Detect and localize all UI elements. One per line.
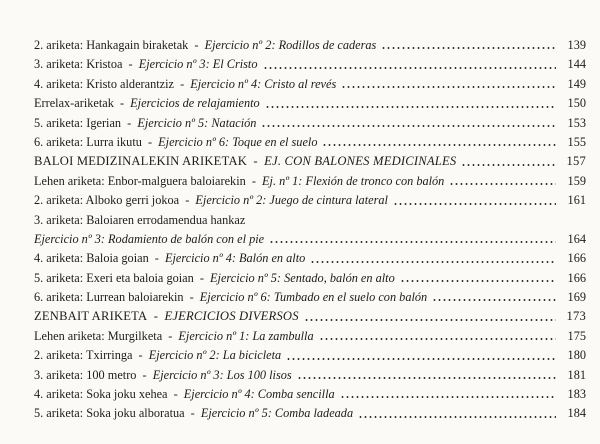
toc-section-heading [34, 152, 586, 171]
title-separator: - [187, 406, 198, 421]
dot-leader [261, 124, 556, 128]
dot-leader [432, 298, 556, 302]
spanish-title: Ejercicio nº 1: La zambulla [178, 328, 314, 343]
toc-entry [34, 133, 586, 152]
toc-entry-title [34, 191, 388, 210]
toc-entry-title [34, 114, 256, 133]
page-number: 155 [567, 134, 586, 149]
dot-leader [286, 357, 556, 361]
toc-entry [34, 172, 586, 191]
toc-entry [34, 94, 586, 113]
page-number: 149 [567, 76, 586, 91]
basque-title: 6. ariketa: Lurrean baloiarekin [34, 290, 184, 305]
dot-leader [400, 279, 556, 283]
toc-entry-title [34, 404, 353, 423]
title-separator: - [151, 251, 162, 266]
spanish-title: Ej. nº 1: Flexión de tronco con balón [262, 173, 445, 188]
toc-entry [34, 191, 586, 210]
title-separator: - [135, 348, 146, 363]
basque-title: Errelax-ariketak [34, 96, 114, 111]
toc-entry-title [34, 94, 260, 113]
spanish-title: EJ. CON BALONES MEDICINALES [264, 154, 457, 169]
title-separator: - [170, 387, 181, 402]
dot-leader [341, 85, 556, 89]
toc-entry [34, 288, 586, 307]
dot-leader [319, 337, 556, 341]
page-number: 159 [567, 173, 586, 188]
page-number: 144 [567, 57, 586, 72]
dot-leader [263, 66, 557, 70]
toc-entry [34, 230, 586, 249]
toc-entry-title [34, 172, 444, 191]
spanish-title: Ejercicio nº 6: Tumbado en el suelo con balón [199, 290, 428, 305]
basque-title: 4. ariketa: Soka joku xehea [34, 387, 168, 402]
toc-entry-title [34, 346, 281, 365]
toc-entry [34, 327, 586, 346]
dot-leader [322, 143, 556, 147]
title-separator: - [196, 270, 208, 285]
page-number: 139 [567, 38, 586, 52]
toc-entry [34, 36, 586, 55]
title-separator: - [177, 76, 188, 91]
page-number: 183 [567, 387, 586, 402]
dot-leader [461, 163, 556, 167]
basque-title: 3. ariketa: Kristoa [34, 57, 123, 72]
toc-entry-title [34, 288, 427, 307]
title-separator: - [116, 96, 128, 111]
spanish-title: Ejercicio nº 4: Cristo al revés [190, 76, 337, 91]
title-separator: - [165, 328, 176, 343]
basque-title: 6. ariketa: Lurra ikutu [34, 134, 142, 149]
toc-entry-title [34, 152, 456, 171]
toc-entry [34, 404, 586, 423]
page-number: 157 [566, 154, 586, 169]
spanish-title: Ejercicio nº 2: La bicicleta [148, 348, 282, 363]
spanish-title: Ejercicio nº 2: Juego de cintura lateral [195, 193, 388, 208]
toc-entry-title [34, 307, 299, 326]
title-separator: - [248, 173, 260, 188]
page-number: 150 [567, 96, 586, 111]
dot-leader [381, 46, 556, 50]
title-separator: - [191, 38, 202, 52]
page-number: 166 [567, 251, 586, 266]
page-number: 175 [567, 328, 586, 343]
page-number: 166 [567, 270, 586, 285]
dot-leader [310, 260, 556, 264]
toc-entry [34, 55, 586, 74]
dot-leader [393, 202, 556, 206]
toc-entry [34, 75, 586, 94]
spanish-title: Ejercicio nº 6: Toque en el suelo [158, 134, 318, 149]
title-separator: - [124, 115, 135, 130]
toc-entry [34, 211, 586, 230]
title-separator: - [125, 57, 136, 72]
dot-leader [340, 395, 556, 399]
title-separator: - [250, 154, 262, 169]
toc-entry [34, 346, 586, 365]
spanish-title: Ejercicio nº 3: El Cristo [138, 57, 258, 72]
basque-title: ZENBAIT ARIKETA [34, 309, 148, 324]
toc-entry [34, 385, 586, 404]
page-number: 181 [567, 367, 586, 382]
dot-leader [304, 318, 556, 322]
basque-title: 3. ariketa: Baloiaren errodamendua hankaz [34, 212, 246, 227]
basque-title: 5. ariketa: Soka joku alboratua [34, 406, 185, 421]
spanish-title: Ejercicios de relajamiento [130, 96, 260, 111]
dot-leader [297, 376, 556, 380]
spanish-title: Ejercicio nº 4: Balón en alto [164, 251, 306, 266]
dot-leader [449, 182, 556, 186]
toc-entry [34, 114, 586, 133]
basque-title: 4. ariketa: Kristo alderantziz [34, 76, 174, 91]
title-separator: - [186, 290, 197, 305]
toc-entry-title [34, 327, 314, 346]
basque-title: 2. ariketa: Txirringa [34, 348, 133, 363]
dot-leader [269, 240, 556, 244]
toc-entry [34, 269, 586, 288]
page-number: 153 [567, 115, 586, 130]
spanish-title: EJERCICIOS DIVERSOS [164, 309, 299, 324]
spanish-title: Ejercicio nº 5: Natación [137, 115, 257, 130]
dot-leader [358, 415, 556, 419]
spanish-title: Ejercicio nº 3: Rodamiento de balón con el pie [34, 231, 265, 246]
basque-title: Lehen ariketa: Enbor-malguera baloiarekin [34, 173, 246, 188]
toc-entry-title [34, 36, 376, 55]
page-number: 173 [566, 309, 586, 324]
toc-entry [34, 249, 586, 268]
toc-entry-title [34, 269, 395, 288]
title-separator: - [182, 193, 193, 208]
basque-title: 3. ariketa: 100 metro [34, 367, 137, 382]
basque-title: 5. ariketa: Igerian [34, 115, 122, 130]
toc-entry-title [34, 366, 292, 385]
spanish-title: Ejercicio nº 5: Comba ladeada [200, 406, 354, 421]
toc-section-heading [34, 307, 586, 326]
page-number: 164 [567, 231, 586, 246]
table-of-contents [34, 36, 586, 424]
page-number: 169 [567, 290, 586, 305]
title-separator: - [144, 134, 156, 149]
toc-entry-title [34, 75, 336, 94]
spanish-title: Ejercicio nº 2: Rodillos de caderas [204, 38, 377, 52]
title-separator: - [150, 309, 162, 324]
spanish-title: Ejercicio nº 3: Los 100 lisos [152, 367, 292, 382]
basque-title: Lehen ariketa: Murgilketa [34, 328, 163, 343]
basque-title: 5. ariketa: Exeri eta baloia goian [34, 270, 194, 285]
page-number: 180 [567, 348, 586, 363]
toc-entry [34, 366, 586, 385]
toc-entry-title [34, 385, 335, 404]
toc-entry-title [34, 133, 317, 152]
toc-entry-title [34, 211, 245, 230]
basque-title: 2. ariketa: Hankagain biraketak [34, 38, 189, 52]
basque-title: 4. ariketa: Baloia goian [34, 251, 149, 266]
title-separator: - [139, 367, 150, 382]
dot-leader [265, 105, 556, 109]
toc-entry-title [34, 55, 258, 74]
page-number: 161 [567, 193, 586, 208]
basque-title: 2. ariketa: Alboko gerri jokoa [34, 193, 180, 208]
spanish-title: Ejercicio nº 4: Comba sencilla [183, 387, 335, 402]
page-number: 184 [567, 406, 586, 421]
toc-entry-title [34, 230, 264, 249]
toc-entry-title [34, 249, 305, 268]
spanish-title: Ejercicio nº 5: Sentado, balón en alto [210, 270, 395, 285]
basque-title: BALOI MEDIZINALEKIN ARIKETAK [34, 154, 248, 169]
